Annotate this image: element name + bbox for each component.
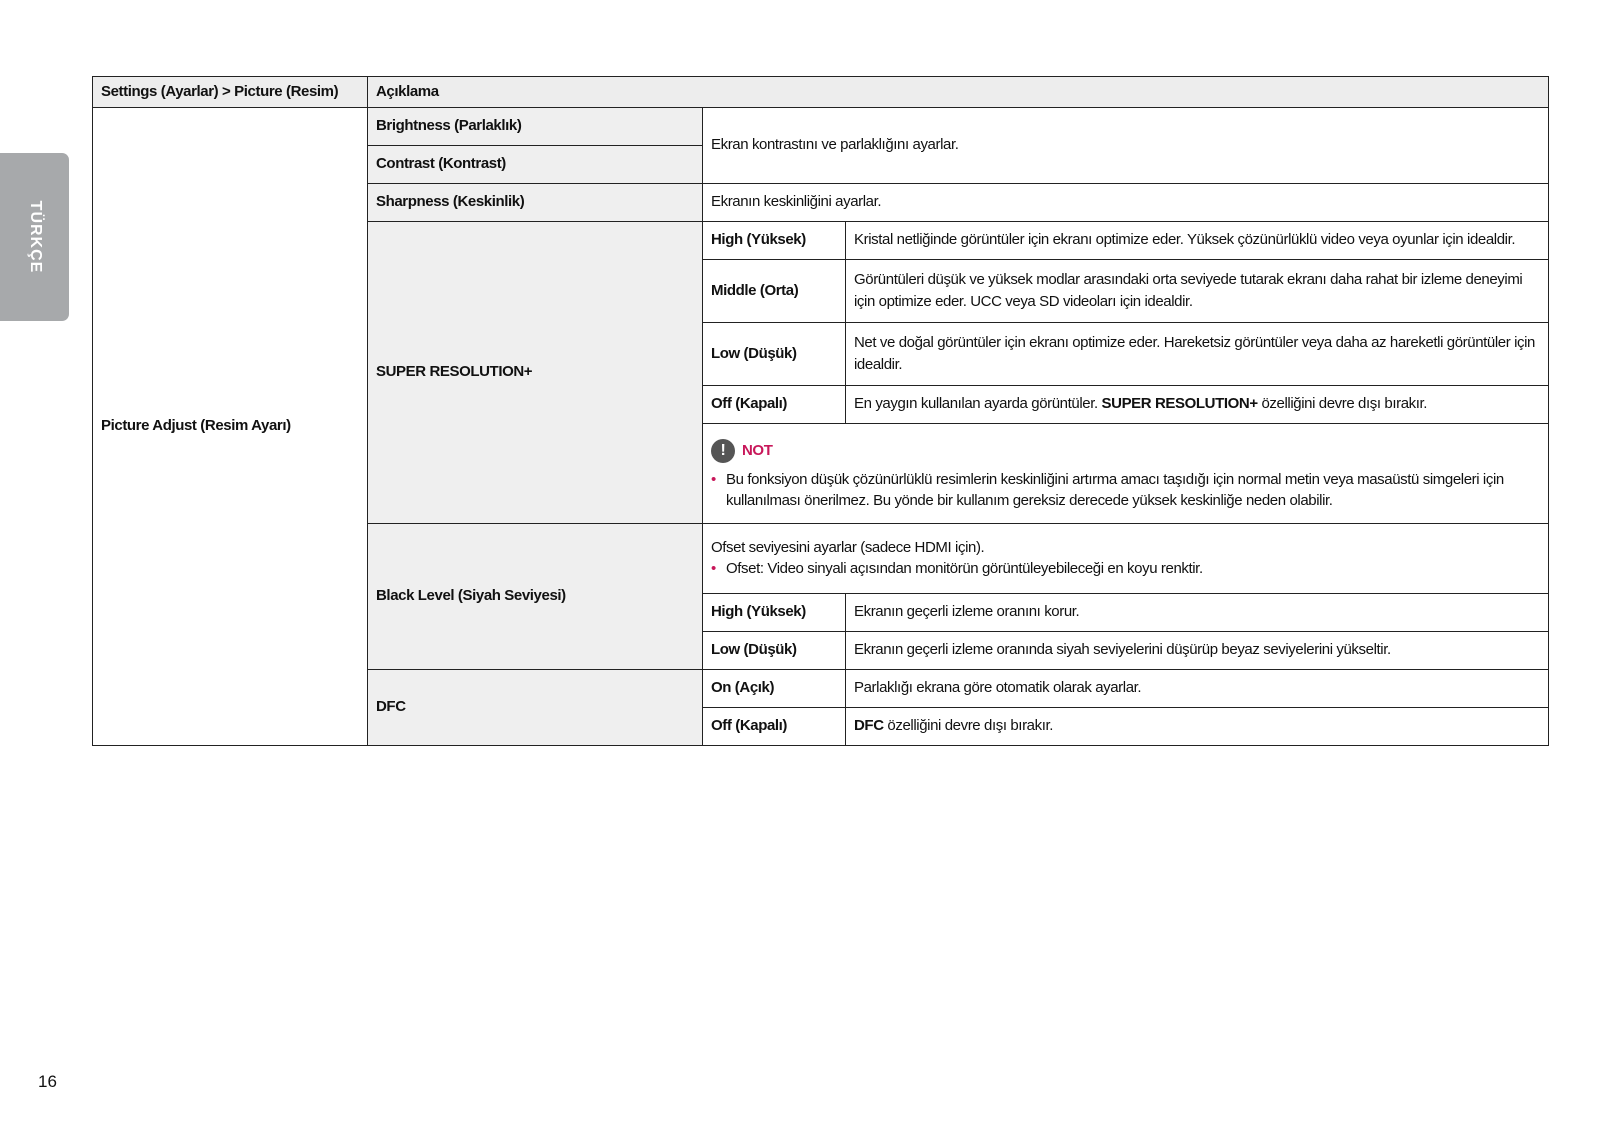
sr-middle-description: Görüntüleri düşük ve yüksek modlar arasındaki orta seviyede tutarak ekranı daha rahat bir izleme deneyimi için optimize eder. UCC veya SD videoları için idealdir. [846,259,1549,322]
setting-brightness: Brightness (Parlaklık) [368,107,703,145]
dfc-on-label: On (Açık) [703,669,846,707]
dfc-off-label: Off (Kapalı) [703,707,846,745]
header-description: Açıklama [368,77,1549,108]
page-number: 16 [38,1072,57,1091]
language-tab [0,153,69,321]
bl-low-label: Low (Düşük) [703,631,846,669]
language-tab-label: TÜRKÇE [26,200,44,274]
sr-low-label: Low (Düşük) [703,322,846,385]
note-bullet [711,469,1540,513]
sr-off-desc-bold: SUPER RESOLUTION+ [1101,395,1258,413]
dfc-off-description [846,707,1549,745]
table-header-row [93,77,1549,108]
setting-super-resolution: SUPER RESOLUTION+ [368,221,703,523]
bullet-icon: • [711,470,716,488]
setting-sharpness: Sharpness (Keskinlik) [368,183,703,221]
setting-dfc: DFC [368,669,703,745]
sr-high-description: Kristal netliğinde görüntüler için ekranı optimize eder. Yüksek çözünürlüklü video veya oyunlar için idealdir. [846,221,1549,259]
black-level-intro-cell [703,523,1549,593]
sr-note-box [703,423,1549,523]
note-title: NOT [742,441,773,459]
sr-off-desc-pre: En yaygın kullanılan ayarda görüntüler. [854,395,1098,413]
bl-high-description: Ekranın geçerli izleme oranını korur. [846,593,1549,631]
sr-off-description [846,385,1549,423]
sr-middle-label: Middle (Orta) [703,259,846,322]
setting-black-level: Black Level (Siyah Seviyesi) [368,523,703,669]
bl-low-description: Ekranın geçerli izleme oranında siyah seviyelerini düşürüp beyaz seviyelerini yükseltir. [846,631,1549,669]
black-level-bullet-text: Ofset: Video sinyali açısından monitörün görüntüleyebileceği en koyu renktir. [726,560,1203,578]
table-row [93,107,1549,145]
sr-off-desc-post: özelliğini devre dışı bırakır. [1261,395,1428,413]
bl-high-label: High (Yüksek) [703,593,846,631]
sr-off-label: Off (Kapalı) [703,385,846,423]
exclamation-icon: ! [711,439,735,463]
sr-low-description: Net ve doğal görüntüler için ekranı optimize eder. Hareketsiz görüntüler veya daha az hareketli görüntüler için idealdir. [846,322,1549,385]
black-level-intro: Ofset seviyesini ayarlar (sadece HDMI için). [711,538,985,556]
brightness-contrast-description: Ekran kontrastını ve parlaklığını ayarlar. [703,107,1549,183]
dfc-off-desc-post: özelliğini devre dışı bırakır. [887,717,1054,735]
dfc-on-description: Parlaklığı ekrana göre otomatik olarak ayarlar. [846,669,1549,707]
sharpness-description: Ekranın keskinliğini ayarlar. [703,183,1549,221]
dfc-off-desc-bold: DFC [854,717,884,735]
note-text: Bu fonksiyon düşük çözünürlüklü resimlerin keskinliğini artırma amacı taşıdığı için normal metin veya masaüstü simgeleri için kullanılması önerilmez. Bu yönde bir kullanım gereksiz derecede yüksek keskinliğe neden olabilir. [726,470,1504,510]
header-settings: Settings (Ayarlar) > Picture (Resim) [93,77,368,108]
group-picture-adjust: Picture Adjust (Resim Ayarı) [93,107,368,745]
sr-high-label: High (Yüksek) [703,221,846,259]
settings-table [92,76,1549,746]
setting-contrast: Contrast (Kontrast) [368,145,703,183]
bullet-icon: • [711,560,716,578]
black-level-bullet [711,558,1540,580]
note-heading [711,439,1540,463]
